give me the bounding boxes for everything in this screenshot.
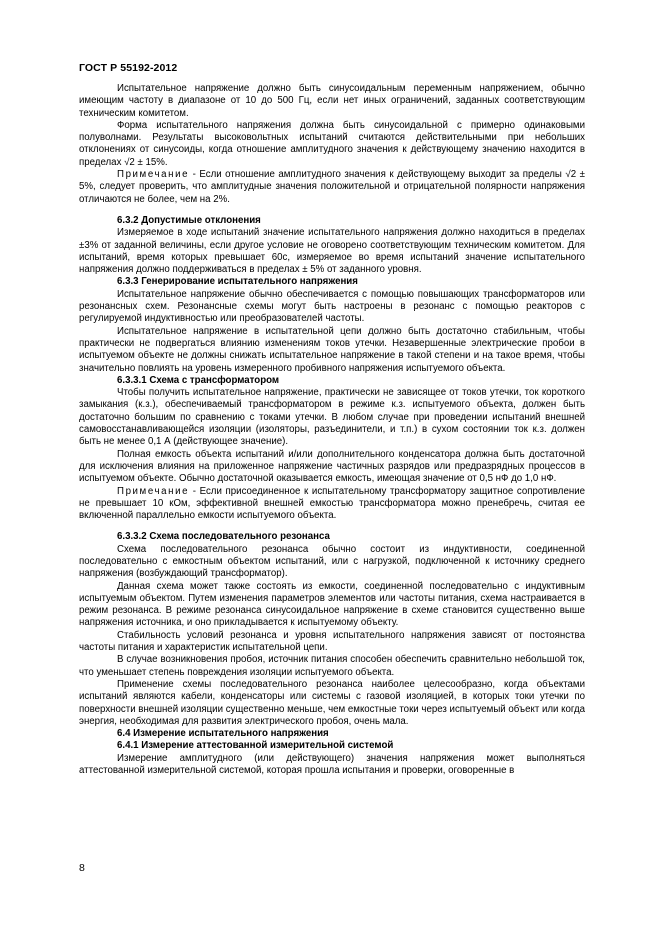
- paragraph: Схема последовательного резонанса обычно состоит из индуктивности, соединенной последовательно с емкостным объектом испытаний, или с нагрузкой, подключенной к источнику среднего напряжения (возбуждающий трансформатор).: [79, 543, 585, 580]
- subsection-heading: 6.4.1 Измерение аттестованной измерительной системой: [117, 740, 394, 752]
- paragraph: Чтобы получить испытательное напряжение, практически не зависящее от токов утечки, ток короткого замыкания (к.з.), обеспечиваемый трансформатором в режиме к.з. испытуемого объекта, должен быть достаточно большим по сравнению с токами утечки. В любом случае при проведении испытаний внешней самовосстанавливающейся изоляции (изоляторы, разъединители, и т.п.) в сухом состоянии ток к.з. должен быть не менее 0,1 А (действующее значение).: [79, 387, 585, 448]
- section-heading: 6.3.2 Допустимые отклонения: [117, 214, 261, 226]
- section-heading: 6.3.3.2 Схема последовательного резонанса: [117, 531, 330, 543]
- paragraph: Испытательное напряжение обычно обеспечивается с помощью повышающих трансформаторов или резонансных схем. Резонансные схемы могут быть настроены в резонанс с помощью реакторов с регулируемой индуктивностью или преобразователей частоты.: [79, 288, 585, 325]
- section-heading: 6.3.3 Генерирование испытательного напряжения: [117, 276, 358, 288]
- note-text: - Если присоединенное к испытательному трансформатору защитное сопротивление не превышает 10 кОм, эффективной внешней емкостью трансформатора можно пренебречь, считая ее включенной параллельно емкости испытуемого объекта.: [79, 485, 585, 522]
- paragraph: Испытательное напряжение должно быть синусоидальным переменным напряжением, обычно имеющим частоту в диапазоне от 10 до 500 Гц, если нет иных ограничений, заданных соответствующим техническим комитетом.: [79, 83, 585, 119]
- note-paragraph: [79, 486, 585, 523]
- paragraph: Измерение амплитудного (или действующего) значения напряжения может выполняться аттестованной измерительной системой, которая прошла испытания и проверки, оговоренные в: [79, 752, 585, 777]
- paragraph: Данная схема может также состоять из емкости, соединенной последовательно с индуктивным испытуемым объектом. Путем изменения параметров элементов или частоты питания, схема настраивается в режим резонанса. В режиме резонанса синусоидальное напряжение в схеме становится существенно выше напряжения источника, и оно прикладывается к испытуемому объекту.: [79, 580, 585, 629]
- paragraph: В случае возникновения пробоя, источник питания способен обеспечить сравнительно небольшой ток, что уменьшает степень повреждения изоляции испытуемого объекта.: [79, 654, 585, 678]
- paragraph: Полная емкость объекта испытаний и/или дополнительного конденсатора должна быть достаточной для исключения влияния на приложенное напряжение частичных разрядов или предразрядных процессов в испытуемом объекте. Обычно достаточной оказывается емкость, имеющая значение от 0,5 нФ до 1,0 нФ.: [79, 448, 585, 485]
- document-body: [79, 83, 585, 777]
- paragraph: Испытательное напряжение в испытательной цепи должно быть достаточно стабильным, чтобы практически не подвергаться влиянию изменениям токов утечки. Незавершенные электрические пробои в испытуемом объекте не должны снижать испытательное напряжение в такой степени и на такое время, чтобы значительно повлиять на уровень измеренного пробивного напряжения испытуемого объекта.: [79, 325, 585, 374]
- paragraph: Форма испытательного напряжения должна быть синусоидальной с примерно одинаковыми полуволнами. Результаты высоковольтных испытаний считаются действительными при небольших отклонениях от синусоиды, когда отношение амплитудного значения к действующему значению находится в пределах √2 ± 15%.: [79, 119, 585, 168]
- paragraph: Применение схемы последовательного резонанса наиболее целесообразно, когда объектами испытаний являются кабели, конденсаторы или системы с газовой изоляцией, в которых токи утечки по поверхности внешней изоляции существенно меньше, чем емкостные токи через испытуемый объект или когда энергия, необходимая для развития электрического пробоя, очень мала.: [79, 678, 585, 727]
- note-text: - Если отношение амплитудного значения к действующему выходит за пределы √2 ± 5%, следует проверить, что амплитудные значения положительной и отрицательной полярности напряжения отличаются не более, чем на 2%.: [79, 169, 585, 205]
- paragraph: Стабильность условий резонанса и уровня испытательного напряжения зависят от постоянства частоты питания и характеристик испытательной цепи.: [79, 629, 585, 654]
- spacer: [79, 522, 585, 531]
- paragraph: Измеряемое в ходе испытаний значение испытательного напряжения должно находиться в пределах ±3% от заданной величины, если другое условие не оговорено соответствующим техническим комитетом. Для испытаний, время которых превышает 60с, измеряемое во время испытаний значение испытательного напряжения должно поддерживаться в пределах ± 5% от заданного уровня.: [79, 227, 585, 276]
- document-header: ГОСТ Р 55192-2012: [79, 62, 178, 74]
- section-heading: 6.3.3.1 Схема с трансформатором: [117, 374, 280, 386]
- section-heading: 6.4 Измерение испытательного напряжения: [117, 728, 329, 740]
- spacer: [79, 206, 585, 215]
- note-label: Примечание: [117, 169, 190, 181]
- note-paragraph: [79, 169, 585, 206]
- page-number: 8: [79, 862, 85, 874]
- note-label: Примечание: [117, 485, 190, 497]
